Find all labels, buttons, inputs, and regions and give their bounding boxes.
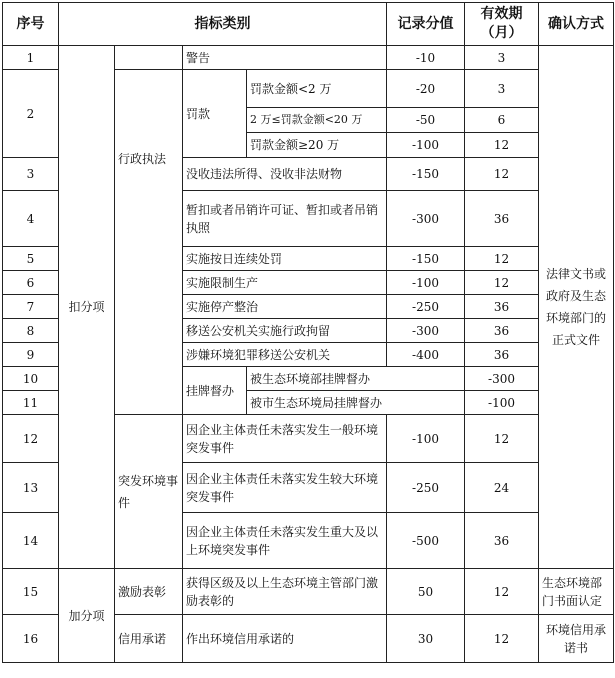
score-cell: -400	[387, 343, 465, 367]
score-cell: -500	[387, 513, 465, 569]
item-cell: 实施停产整治	[183, 295, 387, 319]
item-cell: 因企业主体责任未落实发生一般环境突发事件	[183, 415, 387, 463]
score-cell: -10	[387, 46, 465, 70]
header-category: 指标类别	[59, 3, 387, 46]
score-cell: -100	[387, 415, 465, 463]
seq-cell: 15	[3, 569, 59, 615]
months-cell: 6	[465, 108, 539, 133]
item-cell: 因企业主体责任未落实发生较大环境突发事件	[183, 463, 387, 513]
months-cell: 12	[465, 247, 539, 271]
item-cell: 2 万≤罚款金额<20 万	[247, 108, 387, 133]
seq-cell: 1	[3, 46, 59, 70]
seq-cell: 7	[3, 295, 59, 319]
item-cell: 被生态环境部挂牌督办	[247, 367, 465, 391]
item-cell: 获得区级及以上生态环境主管部门激励表彰的	[183, 569, 387, 615]
fine-label: 罚款	[183, 70, 247, 158]
item-cell: 作出环境信用承诺的	[183, 615, 387, 663]
confirm-credit: 环境信用承诺书	[539, 615, 614, 663]
confirm-reward: 生态环境部门书面认定	[539, 569, 614, 615]
seq-cell: 11	[3, 391, 59, 415]
months-cell: 36	[465, 343, 539, 367]
seq-cell: 8	[3, 319, 59, 343]
months-cell: 12	[465, 158, 539, 191]
credit-score-table	[2, 2, 614, 663]
seq-cell: 16	[3, 615, 59, 663]
subgroup-listing: 挂牌督办	[183, 367, 247, 415]
header-validity: 有效期（月）	[465, 3, 539, 46]
score-cell: -100	[387, 133, 465, 158]
score-cell: -250	[387, 295, 465, 319]
months-cell: 36	[465, 191, 539, 247]
seq-cell: 3	[3, 158, 59, 191]
score-cell: -300	[465, 367, 539, 391]
subgroup-blank	[115, 46, 183, 70]
table-row	[3, 46, 614, 70]
months-cell: 12	[465, 569, 539, 615]
subgroup-admin: 行政执法	[115, 70, 183, 415]
months-cell: 36	[465, 513, 539, 569]
score-cell: -300	[387, 319, 465, 343]
score-cell: -250	[387, 463, 465, 513]
months-cell: 3	[465, 70, 539, 108]
months-cell: 12	[465, 415, 539, 463]
subgroup-credit: 信用承诺	[115, 615, 183, 663]
header-row	[3, 3, 614, 46]
score-cell: -20	[387, 70, 465, 108]
table-row	[3, 569, 614, 615]
item-cell: 警告	[183, 46, 387, 70]
item-cell: 暂扣或者吊销许可证、暂扣或者吊销执照	[183, 191, 387, 247]
score-cell: 30	[387, 615, 465, 663]
item-cell: 因企业主体责任未落实发生重大及以上环境突发事件	[183, 513, 387, 569]
confirm-deduct: 法律文书或政府及生态环境部门的正式文件	[539, 46, 614, 569]
header-score: 记录分值	[387, 3, 465, 46]
seq-cell: 13	[3, 463, 59, 513]
item-cell: 实施按日连续处罚	[183, 247, 387, 271]
months-cell: 36	[465, 295, 539, 319]
seq-cell: 9	[3, 343, 59, 367]
score-cell: -300	[387, 191, 465, 247]
header-confirm: 确认方式	[539, 3, 614, 46]
score-cell: -50	[387, 108, 465, 133]
seq-cell: 14	[3, 513, 59, 569]
score-cell: -100	[387, 271, 465, 295]
item-cell: 涉嫌环境犯罪移送公安机关	[183, 343, 387, 367]
months-cell: 12	[465, 271, 539, 295]
item-cell: 没收违法所得、没收非法财物	[183, 158, 387, 191]
subgroup-reward: 激励表彰	[115, 569, 183, 615]
months-cell: 24	[465, 463, 539, 513]
months-cell: 36	[465, 319, 539, 343]
months-cell: 12	[465, 615, 539, 663]
item-cell: 罚款金额≥20 万	[247, 133, 387, 158]
item-cell: 被市生态环境局挂牌督办	[247, 391, 465, 415]
header-seq: 序号	[3, 3, 59, 46]
seq-cell: 5	[3, 247, 59, 271]
subgroup-emergency: 突发环境事件	[115, 415, 183, 569]
score-cell: 50	[387, 569, 465, 615]
seq-cell: 10	[3, 367, 59, 391]
months-cell: 12	[465, 133, 539, 158]
item-cell: 移送公安机关实施行政拘留	[183, 319, 387, 343]
seq-cell: 12	[3, 415, 59, 463]
group-deduct: 扣分项	[59, 46, 115, 569]
seq-cell: 2	[3, 70, 59, 158]
seq-cell: 4	[3, 191, 59, 247]
score-cell: -150	[387, 158, 465, 191]
months-cell: 3	[465, 46, 539, 70]
score-cell: -150	[387, 247, 465, 271]
item-cell: 实施限制生产	[183, 271, 387, 295]
score-cell: -100	[465, 391, 539, 415]
item-cell: 罚款金额<2 万	[247, 70, 387, 108]
seq-cell: 6	[3, 271, 59, 295]
group-add: 加分项	[59, 569, 115, 663]
